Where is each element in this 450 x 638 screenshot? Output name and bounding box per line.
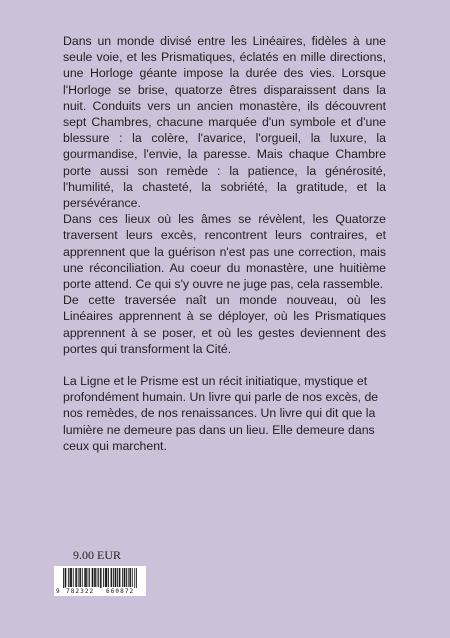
barcode-bar — [134, 568, 135, 588]
barcode-bar — [113, 568, 114, 587]
barcode-bar — [71, 568, 72, 587]
blurb-paragraph-4: La Ligne et le Prisme est un récit initiatique, mystique et profondément humain. Un livre qui parle de nos excès, de nos remèdes, de nos renaissances. Un livre qui dit que la lumière ne demeure pas dans un lieu. Elle demeure dans ceux qui marchent. — [63, 374, 379, 453]
barcode-bar — [115, 568, 116, 587]
barcode-bar — [73, 568, 74, 587]
barcode-bar — [88, 568, 89, 587]
barcode-bar — [111, 568, 112, 587]
barcode-bar — [93, 568, 94, 587]
barcode-bar — [92, 568, 93, 587]
barcode-bar — [89, 568, 90, 587]
barcode-left-group: 782322 — [66, 588, 95, 595]
barcode-bar — [108, 568, 109, 587]
barcode-bar — [68, 568, 69, 587]
back-cover-blurb — [63, 33, 386, 454]
barcode-bar — [103, 568, 104, 587]
barcode-bar — [95, 568, 96, 587]
barcode-bar — [94, 568, 95, 587]
blurb-paragraph-1: Dans un monde divisé entre les Linéaires, fidèles à une seule voie, et les Prismatiques, éclatés en mille directions, une Horloge géante impose la durée des vies. Lorsque l'Horloge se brise, quatorze êtres disparaissent dans la nuit. Conduits vers un ancien monastère, ils découvrent sept Chambres, chacune marquée d'un symbole et d'une blessure : la colère, l'avarice, l'orgueil, la luxure, la gourmandise, l'envie, la paresse. Mais chaque Chambre porte aussi son remède : la patience, la générosité, l'humilité, la chasteté, la sobriété, la gratitude, et la persévérance. — [63, 34, 386, 211]
barcode-bar — [70, 568, 71, 587]
paragraph-spacer — [63, 357, 386, 373]
barcode-bar — [82, 568, 83, 587]
barcode-bar — [120, 568, 121, 587]
barcode-bar — [98, 568, 99, 587]
barcode-bar — [128, 568, 129, 587]
barcode-bar — [136, 568, 137, 588]
barcode-bar — [126, 568, 127, 587]
blurb-paragraph-3: De cette traversée naît un monde nouveau, où les Linéaires apprennent à se déployer, où les Prismatiques apprennent à se poser, et où les gestes deviennent des portes qui transforment la Cité. — [63, 293, 386, 356]
barcode-bar — [63, 568, 64, 588]
barcode-bar — [65, 568, 66, 587]
barcode-bar — [97, 568, 98, 587]
price-label: 9.00 EUR — [73, 548, 121, 562]
barcode-bar — [70, 568, 71, 587]
barcode-bar — [86, 568, 87, 587]
barcode-bar — [115, 568, 116, 587]
barcode-bar — [119, 568, 120, 587]
barcode-bar — [124, 568, 125, 587]
barcode-right-group: 660872 — [106, 588, 135, 595]
barcode-bars — [54, 566, 146, 588]
blurb-paragraph-2: Dans ces lieux où les âmes se révèlent, les Quatorze traversent leurs excès, rencontrent leurs contraires, et apprennent que la guérison n'est pas une correction, mais une réconciliation. Au coeur du monastère, une huitième porte attend. Ce qui s'y ouvre ne juge pas, cela rassemble. — [63, 212, 386, 292]
barcode-bar — [78, 568, 79, 587]
barcode-bar — [101, 568, 102, 588]
barcode-bar — [106, 568, 107, 587]
barcode-bar — [75, 568, 76, 587]
barcode-bar — [111, 568, 112, 587]
isbn-barcode — [54, 566, 146, 596]
barcode-bar — [130, 568, 131, 587]
barcode-first-digit: 9 — [56, 588, 60, 595]
barcode-bar — [84, 568, 85, 587]
barcode-bar — [76, 568, 77, 587]
barcode-bar — [80, 568, 81, 587]
barcode-bar — [122, 568, 123, 587]
barcode-bar — [100, 568, 101, 588]
barcode-bar — [117, 568, 118, 587]
barcode-bar — [125, 568, 126, 587]
barcode-bar — [129, 568, 130, 587]
barcode-bar — [106, 568, 107, 587]
barcode-bar — [132, 568, 133, 587]
barcode-bar — [85, 568, 86, 587]
barcode-bar — [79, 568, 80, 587]
barcode-bar — [105, 568, 106, 587]
barcode-bar — [65, 568, 66, 588]
barcode-digits — [54, 587, 146, 596]
